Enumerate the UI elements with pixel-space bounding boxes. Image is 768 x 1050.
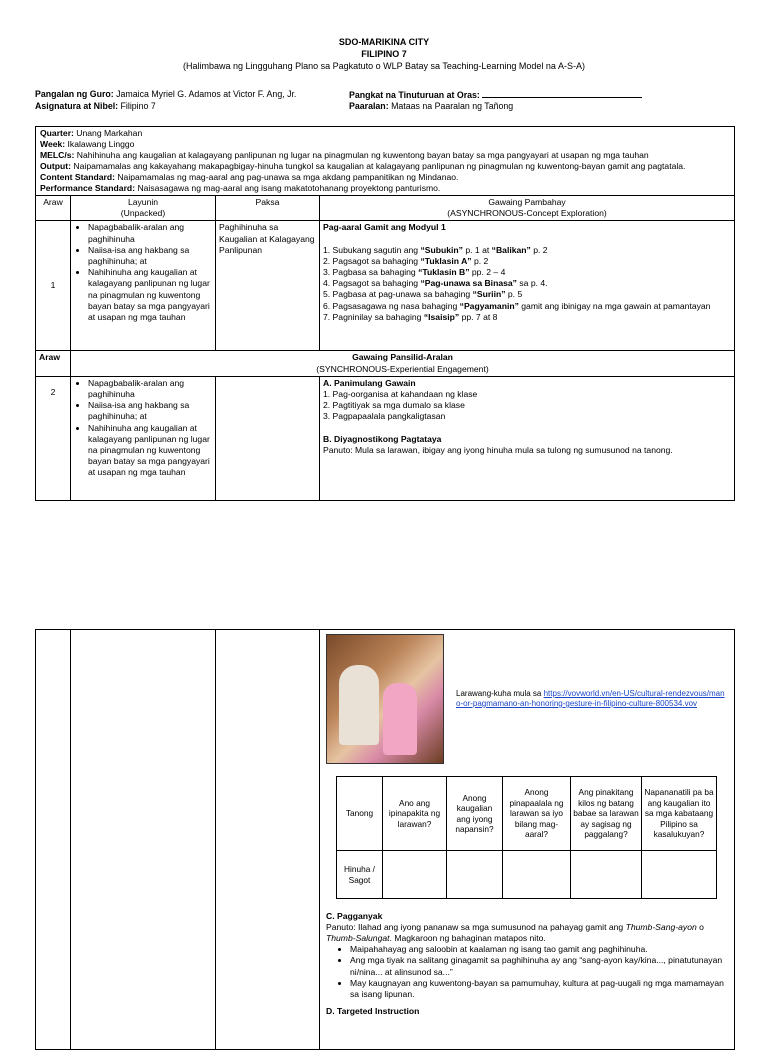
melc-label: MELC/s [40, 150, 72, 160]
cont-paksa-cell [216, 630, 320, 1050]
cont-layunin-cell [71, 630, 216, 1050]
paksa-header: Paksa [216, 196, 320, 221]
araw-header: Araw [36, 196, 71, 221]
pambahay-label: Gawaing Pambahay [488, 197, 566, 207]
guro-line: Pangalan ng Guro: Jamaica Myriel G. Adamos at Victor F. Ang, Jr. [35, 89, 297, 99]
pagganyak-item: • Ang mga tiyak na salitang ginagamit sa paghihinuha ay ang “sang-ayon kay/kina..., pinatutunayan ni/nina... at alinsunod sa...” [350, 955, 728, 977]
q-header-tanong: Tanong [337, 777, 383, 851]
day1-paksa: Paghihinuha sa Kaugalian at Kalagayang Panlipunan [216, 221, 320, 351]
day1-step: 3. Pagbasa sa bahaging “Tuklasin B” pp. 2 – 4 [323, 267, 506, 278]
day1-step: 7. Pagninilay sa bahaging “Isaisip” pp. 7 at 8 [323, 311, 498, 322]
q-header: Ano ang ipinapakita ng larawan? [383, 777, 447, 851]
day1-step: 5. Pagbasa at pag-unawa sa bahaging “Suriin” p. 5 [323, 289, 523, 300]
answer-cell[interactable] [503, 851, 571, 899]
targeted-instruction-title: D. Targeted Instruction [326, 1006, 420, 1017]
photo-caption [456, 689, 726, 710]
paaralan-line: Paaralan: Mataas na Paaralan ng Tañong [349, 101, 514, 111]
q-header: Napananatili pa ba ang kaugalian ito sa mga kabataang Pilipino sa kasalukuyan? [642, 777, 717, 851]
melc-value: Nahihinuha ang kaugalian at kalagayang panlipunan ng lugar na pinagmulan ng kuwentong bayan batay sa mga pangyayari at usapan ng mga tauhan [76, 150, 649, 160]
pagganyak-title: C. Pagganyak [326, 911, 383, 921]
day2-gawain [320, 376, 735, 500]
day1-layunin-item: • Nahihinuha ang kaugalian at kalagayang panlipunan ng lugar na pinagmulan ng kuwentong bayan batay sa mga pangyayari at usapan ng mga tauhan [88, 267, 212, 323]
pagganyak-instructions: Panuto: Ilahad ang iyong pananaw sa mga sumusunod na pahayag gamit ang Thumb-Sang-ayon o Thumb-Salungat. Magkaroon ng bahaginan matapos nito. [326, 922, 704, 944]
day1-layunin [71, 221, 216, 351]
content-standard-value: Naipamamalas ng mag-aaral ang pag-unawa sa mga akdang pampanitikan ng Mindanao. [117, 172, 459, 182]
content-standard-label: Content Standard [40, 172, 113, 182]
paaralan-label: Paaralan [349, 101, 386, 111]
day2-layunin-item: • Naiisa-isa ang hakbang sa paghihinuha; at [88, 400, 212, 422]
question-table [336, 776, 717, 899]
day2-number: 2 [36, 376, 71, 500]
source-link[interactable]: https://vovworld.vn/en-US/cultural-rendezvous/mano-or-pagmamano-an-honoring-gesture-in-filipino-culture-800534.vov [456, 688, 725, 708]
girl-figure [383, 683, 417, 755]
quarter-label: Quarter [40, 128, 72, 138]
pagganyak-item: • Maipahahayag ang saloobin at kaalaman ng isang tao gamit ang paghihinuha. [350, 944, 728, 955]
asignatura-line: Asignatura at Nibel: Filipino 7 [35, 101, 156, 111]
document-subtitle: (Halimbawa ng Lingguhang Plano sa Pagkatuto o WLP Batay sa Teaching-Learning Model na A-S-A) [183, 61, 585, 71]
pangkat-blank [482, 89, 642, 98]
guro-label: Pangalan ng Guro [35, 89, 111, 99]
elder-figure [339, 665, 379, 745]
output-value: Naipamamalas ang kakayahang makapagbigay-hinuha tungkol sa kaugalian at kalagayang panlipunan ng pinagmulan ng kuwentong-bayan gamit ang pagtatala. [73, 161, 686, 171]
q-header: Ang pinakitang kilos ng batang babae sa larawan ay sagisag ng paggalang? [571, 777, 642, 851]
sync-label: (SYNCHRONOUS-Experiential Engagement) [316, 363, 489, 374]
day1-layunin-item: • Napagbabalik-aralan ang paghihinuha [88, 222, 212, 244]
quarter-value: Unang Markahan [76, 128, 143, 138]
week-label: Week [40, 139, 63, 149]
diyagnostiko-title: B. Diyagnostikong Pagtataya [323, 433, 442, 444]
answer-cell[interactable] [447, 851, 503, 899]
layunin-header-label: Layunin [127, 197, 159, 207]
answer-cell[interactable] [642, 851, 717, 899]
day2-layunin [71, 376, 216, 500]
panimulang-item: 2. Pagtitiyak sa mga dumalo sa klase [323, 400, 465, 411]
diyagnostiko-text: Panuto: Mula sa larawan, ibigay ang iyong hinuha mula sa tulong ng sumusunod na tanong. [323, 444, 673, 455]
day1-gawain [320, 221, 735, 351]
day2-paksa [216, 376, 320, 500]
pangkat-label: Pangkat na Tinuturuan at Oras [349, 90, 477, 100]
q-row-label: Hinuha / Sagot [337, 851, 383, 899]
caption-text: Larawang-kuha mula sa [456, 688, 544, 698]
guro-value: Jamaica Myriel G. Adamos at Victor F. Ang, Jr. [116, 89, 297, 99]
pansilid-header [71, 351, 735, 376]
cont-gawain-cell [320, 630, 735, 1050]
unpacked-label: (Unpacked) [120, 208, 166, 219]
answer-cell[interactable] [383, 851, 447, 899]
lesson-plan-table-continued [35, 629, 735, 1050]
panimulang-gawain-title: A. Panimulang Gawain [323, 377, 416, 388]
araw-header-2: Araw [36, 351, 71, 376]
day1-title: Pag-aaral Gamit ang Modyul 1 [323, 222, 446, 233]
info-block: Quarter: Unang Markahan Week: Ikalawang Linggo MELC/s: Nahihinuha ang kaugalian at kalagayang panlipunan ng lugar na pinagmulan ng kuwentong bayan batay sa mga pangyayari at usapan ng mga tauhan Output: Naipamamalas ang kakayahang makapagbigay-hinuha tungkol sa kaugalian at kalagayang panlipunan ng pinagmulan ng kuwentong-bayan gamit ang pagtatala. Content Standard: Naipamamalas ng mag-aaral ang pag-unawa sa mga akdang pampanitikan ng Mindanao. Performance Standard: Naisasagawa ng mag-aaral ang isang makatotohanang proyektong panturismo. [36, 127, 735, 196]
performance-standard-label: Performance Standard [40, 183, 133, 193]
pagganyak-item: • May kaugnayan ang kuwentong-bayan sa pamumuhay, kultura at pag-uugali ng mga mamamayan sa isang lipunan. [350, 978, 728, 1000]
day1-step: 2. Pagsagot sa bahaging “Tuklasin A” p. 2 [323, 255, 489, 266]
panimulang-item: 3. Pagpapaalala pangkaligtasan [323, 411, 446, 422]
answer-cell[interactable] [571, 851, 642, 899]
async-label: (ASYNCHRONOUS-Concept Exploration) [447, 208, 607, 219]
performance-standard-value: Naisasagawa ng mag-aaral ang isang makatotohanang proyektong panturismo. [137, 183, 441, 193]
q-header: Anong pinapaalala ng larawan sa iyo bilang mag-aaral? [503, 777, 571, 851]
q-header: Anong kaugalian ang iyong napansin? [447, 777, 503, 851]
asignatura-value: Filipino 7 [120, 101, 156, 111]
day2-layunin-item: • Nahihinuha ang kaugalian at kalagayang panlipunan ng lugar na pinagmulan ng kuwentong bayan batay sa mga pangyayari at usapan ng mga tauhan [88, 423, 212, 479]
day1-step: 4. Pagsagot sa bahaging “Pag-unawa sa Binasa” sa p. 4. [323, 278, 548, 289]
paaralan-value: Mataas na Paaralan ng Tañong [391, 101, 514, 111]
week-value: Ikalawang Linggo [67, 139, 135, 149]
panimulang-item: 1. Pag-oorganisa at kahandaan ng klase [323, 389, 478, 400]
day1-layunin-item: • Naiisa-isa ang hakbang sa paghihinuha; at [88, 245, 212, 267]
day1-step: 1. Subukang sagutin ang “Subukin” p. 1 at “Balikan” p. 2 [323, 244, 548, 255]
layunin-header [71, 196, 216, 221]
lesson-plan-table [35, 126, 735, 501]
pansilid-label: Gawaing Pansilid-Aralan [352, 352, 453, 363]
day1-number: 1 [36, 221, 71, 351]
cont-araw-cell [36, 630, 71, 1050]
asignatura-label: Asignatura at Nibel [35, 101, 116, 111]
mano-photo [326, 634, 444, 764]
day1-step: 6. Pagsasagawa ng nasa bahaging “Pagyamanin” gamit ang ibinigay na mga gawain at pamantayan [323, 300, 711, 311]
day2-layunin-item: • Napagbabalik-aralan ang paghihinuha [88, 378, 212, 400]
pangkat-line: Pangkat na Tinuturuan at Oras: [349, 89, 642, 100]
subject-title: FILIPINO 7 [361, 49, 407, 59]
pambahay-header [320, 196, 735, 221]
division-title: SDO-MARIKINA CITY [338, 37, 430, 47]
output-label: Output [40, 161, 69, 171]
